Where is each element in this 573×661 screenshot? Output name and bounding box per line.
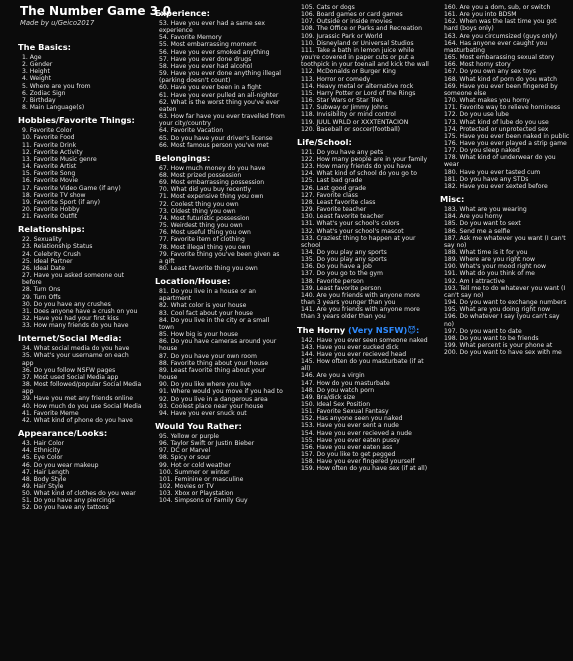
question-item: 115. Harry Potter or Lord of the Rings xyxy=(301,89,416,97)
question-item: 102. Movies or TV xyxy=(159,483,214,491)
question-item: 86. Do you have cameras around your house xyxy=(159,338,277,353)
question-item: 17. Favorite Video Game (if any) xyxy=(22,184,121,192)
page-subtitle: Made by u/Geico2017 xyxy=(20,19,95,27)
question-item: 90. Do you like where you live xyxy=(159,381,252,389)
question-item: 6. Zodiac Sign xyxy=(22,89,66,97)
question-item: 61. Have you ever pulled an all-nighter xyxy=(159,91,279,99)
question-item: 69. Most embarrassing possession xyxy=(159,179,265,187)
question-item: 73. Oldest thing you own xyxy=(159,207,236,215)
question-item: 87. Do you have your own room xyxy=(159,352,257,360)
question-item: 144. Have you ever recieved head xyxy=(301,350,407,358)
question-item: 119. JUUL WRLD or XXXTENTACION xyxy=(301,118,409,126)
question-item: 111. Take a bath in lemon juice while you're covered in paper cuts or put a toothpick in your toenail and kick the wall xyxy=(301,46,429,69)
question-item: 4. Weight xyxy=(22,75,51,83)
question-item: 30. Do you have any crushes xyxy=(22,300,111,308)
column-1 xyxy=(18,38,142,512)
question-item: 31. Does anyone have a crush on you xyxy=(22,307,138,315)
question-item: 66. Most famous person you've met xyxy=(159,141,269,149)
question-item: 98. Spicy or sour xyxy=(159,454,211,462)
question-item: 64. Favorite Vacation xyxy=(159,127,224,135)
question-item: 43. Hair Color xyxy=(22,440,64,448)
question-item: 85. How big is your house xyxy=(159,331,239,339)
question-item: 131. What's your school's colors xyxy=(301,220,400,228)
question-item: 133. Craziest thing to happen at your school xyxy=(301,234,416,249)
question-item: 74. Most futuristic possession xyxy=(159,214,250,222)
question-item: 63. How far have you ever travelled from your city/country xyxy=(159,113,285,128)
question-item: 14. Favorite Artist xyxy=(22,163,77,171)
question-item: 82. What color is your house xyxy=(159,302,247,310)
question-item: 118. Invisibility or mind control xyxy=(301,111,396,119)
question-item: 129. Favorite teacher xyxy=(301,206,367,214)
question-item: 185. Do you want to sext xyxy=(444,220,521,228)
question-item: 37. Most used Social Media app xyxy=(22,373,119,381)
question-item: 189. Where are you right now xyxy=(444,256,535,264)
question-item: 173. What kind of lube do you use xyxy=(444,118,549,126)
question-item: 28. Turn Ons xyxy=(22,286,61,294)
nsfw-tag: (Very NSFW)😈: xyxy=(348,324,420,335)
question-item: 171. Favorite way to relieve horniness xyxy=(444,104,561,112)
question-item: 100. Summer or winter xyxy=(159,468,230,476)
question-item: 35. What's your username on each app xyxy=(22,352,129,367)
question-item: 55. Most embarrassing moment xyxy=(159,41,257,49)
question-item: 108. The Office or Parks and Recreation xyxy=(301,25,422,33)
question-item: 47. Hair Length xyxy=(22,468,70,476)
question-item: 104. Simpsons or Family Guy xyxy=(159,497,248,505)
column-3 xyxy=(297,4,429,473)
question-item: 138. Favorite person xyxy=(301,277,364,285)
question-item: 21. Favorite Outfit xyxy=(22,213,78,221)
question-item: 1. Age xyxy=(22,54,42,61)
question-item: 41. Favorite Meme xyxy=(22,409,79,417)
question-item: 76. Most useful thing you own xyxy=(159,229,251,237)
question-item: 172. Do you use lube xyxy=(444,111,509,119)
section-heading: Belongings: xyxy=(155,152,211,163)
section-heading: The Basics: xyxy=(18,42,71,52)
question-item: 198. Do you want to be friends xyxy=(444,334,539,342)
question-item: 5. Where are you from xyxy=(22,82,91,90)
question-item: 9. Favorite Color xyxy=(22,127,72,135)
question-item: 160. Are you a dom, sub, or switch xyxy=(444,4,551,11)
question-item: 194. Do you want to exchange numbers xyxy=(444,299,567,307)
question-item: 101. Feminine or masculine xyxy=(159,475,244,483)
question-item: 176. Have you ever played a strip game xyxy=(444,139,567,147)
question-item: 34. What social media do you have xyxy=(22,345,130,353)
question-item: 99. Hot or cold weather xyxy=(159,461,231,469)
question-item: 72. Coolest thing you own xyxy=(159,200,239,208)
section-heading: Relationships: xyxy=(18,224,85,235)
question-item: 153. Have you ever sent a nude xyxy=(301,422,399,430)
question-item: 27. Have you asked someone out before xyxy=(22,272,124,287)
question-item: 65. Do you have your driver's license xyxy=(159,134,273,142)
question-item: 159. How often do you have sex (if at all) xyxy=(301,465,428,473)
question-item: 45. Eye Color xyxy=(22,454,63,462)
question-item: 84. Do you live in the city or a small town xyxy=(159,316,270,331)
question-item: 97. DC or Marvel xyxy=(159,447,211,455)
question-item: 196. Do whatever I say (you can't say no) xyxy=(444,313,560,328)
question-item: 39. Have you met any friends online xyxy=(22,395,134,403)
question-item: 12. Favorite Activity xyxy=(22,148,83,156)
question-item: 188. What time is it for you xyxy=(444,249,528,256)
question-item: 125. Last bad grade xyxy=(301,177,363,185)
question-item: 75. Weirdest thing you own xyxy=(159,222,243,230)
question-item: 56. Have you ever smoked anything xyxy=(159,48,270,56)
question-item: 126. Last good grade xyxy=(301,184,366,192)
column-4 xyxy=(440,4,570,356)
question-item: 77. Favorite item of clothing xyxy=(159,236,245,244)
question-item: 32. Have you had your first kiss xyxy=(22,315,119,322)
question-item: 147. How do you masturbate xyxy=(301,379,390,387)
question-item: 122. How many people are in your family xyxy=(301,155,428,163)
question-item: 88. Favorite thing about your house xyxy=(159,359,269,367)
question-item: 89. Least favorite thing about your house xyxy=(159,366,266,382)
question-item: 117. Subway or Jimmy Johns xyxy=(301,104,388,112)
question-item: 7. Birthday xyxy=(22,96,56,104)
question-item: 91. Where would you move if you had to xyxy=(159,388,283,396)
question-item: 49. Hair Style xyxy=(22,482,64,490)
question-item: 53. Have you ever had a same sex experience xyxy=(159,20,265,35)
question-item: 83. Cool fact about your house xyxy=(159,309,254,317)
section-heading: Location/House: xyxy=(155,276,231,287)
question-item: 137. Do you go to the gym xyxy=(301,270,383,278)
section-heading: Misc: xyxy=(440,194,465,205)
question-item: 67. How much money do you have xyxy=(159,164,266,172)
question-item: 177. Do you sleep naked xyxy=(444,147,520,155)
question-item: 52. Do you have any tattoos xyxy=(22,504,109,512)
question-item: 174. Protected or unprotected sex xyxy=(444,125,549,133)
question-item: 168. What kind of porn do you watch xyxy=(444,75,557,83)
question-item: 148. Do you watch porn xyxy=(301,386,375,394)
question-item: 109. Jurassic Park or World xyxy=(301,32,383,40)
question-item: 149. Bra/dick size xyxy=(301,393,356,401)
question-item: 59. Have you ever done anything illegal (parking doesn't count) xyxy=(159,70,281,85)
question-item: 190. What's your mood right now xyxy=(444,263,546,271)
question-item: 8. Main Language(s) xyxy=(22,104,85,112)
question-item: 3. Height xyxy=(22,68,50,76)
question-item: 54. Favorite Memory xyxy=(159,34,222,42)
question-item: 135. Do you play any sports xyxy=(301,256,387,264)
question-item: 150. Ideal Sex Position xyxy=(301,400,371,408)
question-item: 50. What kind of clothes do you wear xyxy=(22,490,136,498)
question-item: 164. Has anyone ever caught you masturbating xyxy=(444,39,548,54)
question-item: 183. What are you wearing xyxy=(444,206,527,214)
question-item: 200. Do you want to have sex with me xyxy=(444,349,562,357)
question-item: 95. Yellow or purple xyxy=(159,432,220,440)
question-item: 94. Have you ever snuck out xyxy=(159,409,247,417)
question-item: 80. Least favorite thing you own xyxy=(159,265,258,272)
question-item: 142. Have you ever seen someone naked xyxy=(301,336,428,344)
question-item: 96. Taylor Swift or Justin Bieber xyxy=(159,440,255,448)
question-item: 134. Do you play any sports xyxy=(301,249,387,256)
question-item: 140. Are you friends with anyone more than 3 years younger than you xyxy=(301,291,420,307)
question-item: 62. What is the worst thing you've ever eaten xyxy=(159,98,280,113)
question-item: 15. Favorite Song xyxy=(22,170,76,178)
question-item: 162. When was the last time you got hard (boys only) xyxy=(444,18,557,33)
question-item: 124. What kind of school do you go to xyxy=(301,170,417,178)
question-item: 195. What are you doing right now xyxy=(444,306,551,314)
question-item: 24. Celebrity Crush xyxy=(22,250,81,258)
question-item: 113. Horror or comedy xyxy=(301,75,371,83)
header xyxy=(20,4,171,27)
section-heading: Hobbies/Favorite Things: xyxy=(18,115,135,126)
question-item: 180. Have you ever tasted cum xyxy=(444,168,541,176)
question-item: 71. Most expensive thing you own xyxy=(159,193,264,201)
question-item: 93. Coolest place near your house xyxy=(159,402,264,410)
question-item: 199. What percent is your phone at xyxy=(444,342,553,350)
question-item: 186. Send me a selfie xyxy=(444,227,511,235)
question-item: 25. Ideal Partner xyxy=(22,257,73,265)
question-item: 166. Most horny story xyxy=(444,61,511,69)
question-item: 38. Most followed/popular Social Media app xyxy=(22,381,142,396)
question-item: 20. Favorite Hobby xyxy=(22,205,80,213)
question-item: 112. McDonalds or Burger King xyxy=(301,68,396,76)
question-item: 175. Have you ever been naked in public xyxy=(444,132,570,140)
question-item: 130. Least favorite teacher xyxy=(301,213,384,221)
question-item: 110. Disneyland or Universal Studios xyxy=(301,39,414,47)
question-item: 187. Ask me whatever you want (I can't say no) xyxy=(444,234,566,249)
question-item: 92. Do you live in a dangerous area xyxy=(159,395,268,403)
question-item: 193. Tell me to do whatever you want (I can't say no) xyxy=(444,284,566,299)
question-item: 33. How many friends do you have xyxy=(22,322,129,330)
question-item: 181. Do you have any STDs xyxy=(444,175,529,183)
question-item: 114. Heavy metal or alternative rock xyxy=(301,82,414,90)
question-item: 152. Has anyone seen you naked xyxy=(301,415,403,423)
question-item: 40. How much do you use Social Media xyxy=(22,402,142,410)
question-item: 197. Do you want to date xyxy=(444,327,522,335)
section-heading: The Horny (Very NSFW)😈: xyxy=(297,324,420,335)
section-heading: Experience: xyxy=(155,8,210,18)
question-item: 191. What do you think of me xyxy=(444,270,535,278)
question-item: 42. What kind of phone do you have xyxy=(22,416,133,424)
question-item: 11. Favorite Drink xyxy=(22,141,77,149)
question-item: 2. Gender xyxy=(22,61,53,69)
column-2 xyxy=(155,4,285,505)
question-item: 19. Favorite Sport (if any) xyxy=(22,198,100,206)
question-item: 36. Do you follow NSFW pages xyxy=(22,366,116,374)
question-item: 127. Favorite class xyxy=(301,191,358,199)
question-item: 163. Are you circumsized (guys only) xyxy=(444,32,558,40)
question-item: 79. Favorite thing you've been given as a gift xyxy=(159,250,280,265)
question-item: 145. How often do you masturbate (if at all) xyxy=(301,358,424,373)
question-item: 167. Do you own any sex toys xyxy=(444,68,536,76)
section-heading: Internet/Social Media: xyxy=(18,333,122,344)
question-item: 116. Star Wars or Star Trek xyxy=(301,97,384,105)
question-item: 123. How many friends do you have xyxy=(301,163,412,171)
question-item: 132. What's your school's mascot xyxy=(301,227,404,235)
question-item: 23. Relationship Status xyxy=(22,243,93,251)
question-item: 156. Have you ever eaten ass xyxy=(301,443,393,451)
question-item: 151. Favorite Sexual Fantasy xyxy=(301,408,389,416)
question-item: 70. What did you buy recently xyxy=(159,186,252,194)
question-item: 192. Am I attractive xyxy=(444,277,505,285)
question-item: 178. What kind of underwear do you wear xyxy=(444,154,556,169)
question-item: 157. Do you like to get pegged xyxy=(301,451,396,459)
page-title: The Number Game 3.0 xyxy=(20,4,171,18)
question-item: 10. Favorite Food xyxy=(22,134,75,142)
question-item: 57. Have you ever done drugs xyxy=(159,55,252,63)
question-item: 13. Favorite Music genre xyxy=(22,155,97,163)
section-heading: Life/School: xyxy=(297,136,352,147)
question-item: 103. Xbox or Playstation xyxy=(159,490,234,498)
question-item: 29. Turn Offs xyxy=(22,293,61,301)
question-item: 18. Favorite TV show xyxy=(22,191,86,199)
question-item: 46. Do you wear makeup xyxy=(22,461,99,469)
question-item: 107. Outside or inside movies xyxy=(301,18,393,26)
question-item: 155. Have you ever eaten pussy xyxy=(301,436,400,444)
question-item: 16. Favorite Movie xyxy=(22,177,78,185)
question-item: 81. Do you live in a house or an apartment xyxy=(159,288,257,303)
question-item: 170. What makes you horny xyxy=(444,97,530,105)
question-item: 121. Do you have any pets xyxy=(301,148,384,156)
question-item: 158. Have you ever fingered yourself xyxy=(301,458,415,466)
question-item: 58. Have you ever had alcohol xyxy=(159,62,253,70)
question-item: 68. Most prized possession xyxy=(159,171,242,179)
question-item: 139. Least favorite person xyxy=(301,284,382,292)
question-item: 184. Are you horny xyxy=(444,213,503,221)
question-item: 128. Least favorite class xyxy=(301,198,376,206)
question-item: 106. Board games or card games xyxy=(301,11,403,19)
question-item: 154. Have you ever recieved a nude xyxy=(301,429,412,437)
question-item: 120. Baseball or soccer(football) xyxy=(301,125,401,133)
question-item: 26. Ideal Date xyxy=(22,264,65,272)
question-item: 165. Most embarassing sexual story xyxy=(444,54,555,62)
question-item: 169. Have you ever been fingered by someone else xyxy=(444,82,558,97)
question-item: 146. Are you a virgin xyxy=(301,372,365,380)
question-item: 22. Sexuality xyxy=(22,236,62,244)
question-item: 78. Most illegal thing you own xyxy=(159,243,251,251)
question-item: 51. Do you have any piercings xyxy=(22,497,115,505)
question-item: 44. Ethnicity xyxy=(22,447,61,455)
question-item: 60. Have you ever been in a fight xyxy=(159,84,262,92)
section-heading: Appearance/Looks: xyxy=(18,428,108,439)
question-item: 161. Are you into BDSM xyxy=(444,11,517,19)
question-item: 141. Are you friends with anyone more than 3 years older than you xyxy=(301,306,420,321)
question-item: 105. Cats or dogs xyxy=(301,4,355,11)
question-item: 136. Do you have a job xyxy=(301,263,372,271)
question-item: 143. Have you ever sucked dick xyxy=(301,343,399,351)
question-item: 182. Have you ever sexted before xyxy=(444,182,548,190)
section-heading: Would You Rather: xyxy=(155,420,242,431)
question-item: 48. Body Style xyxy=(22,475,67,483)
